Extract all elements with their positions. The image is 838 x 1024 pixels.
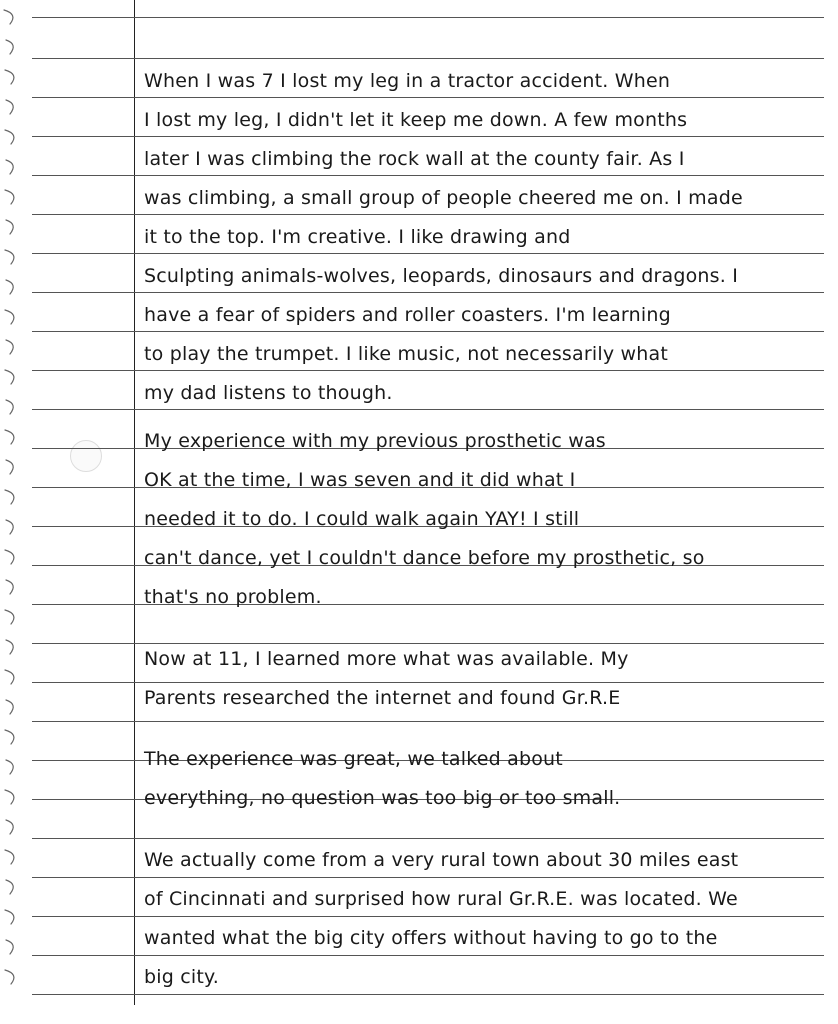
text-line: We actually come from a very rural town about 30 miles east — [144, 849, 739, 871]
text-line: everything, no question was too big or too small. — [144, 787, 621, 809]
text-line: The experience was great, we talked about — [144, 748, 563, 770]
text-line: needed it to do. I could walk again YAY! I still — [144, 508, 580, 530]
ruled-line — [32, 253, 824, 254]
text-line: My experience with my previous prosthetic was — [144, 430, 606, 452]
ruled-line — [32, 292, 824, 293]
text-line: Sculpting animals-wolves, leopards, dinosaurs and dragons. I — [144, 265, 739, 287]
ruled-line — [32, 682, 824, 683]
text-line: have a fear of spiders and roller coasters. I'm learning — [144, 304, 671, 326]
text-line: to play the trumpet. I like music, not necessarily what — [144, 343, 668, 365]
text-line: was climbing, a small group of people cheered me on. I made — [144, 187, 743, 209]
ruled-line — [32, 58, 824, 59]
text-line: big city. — [144, 966, 219, 988]
text-line: Now at 11, I learned more what was available. My — [144, 648, 629, 670]
ruled-line — [32, 643, 824, 644]
punch-hole-mark — [70, 440, 102, 472]
ruled-line — [32, 955, 824, 956]
ruled-line — [32, 409, 824, 410]
ruled-line — [32, 370, 824, 371]
text-line: it to the top. I'm creative. I like drawing and — [144, 226, 571, 248]
text-line: later I was climbing the rock wall at the county fair. As I — [144, 148, 685, 170]
text-line: Parents researched the internet and found Gr.R.E — [144, 687, 621, 709]
ruled-line — [32, 175, 824, 176]
ruled-line — [32, 994, 824, 995]
ruled-line — [32, 331, 824, 332]
text-line: of Cincinnati and surprised how rural Gr.R.E. was located. We — [144, 888, 738, 910]
ruled-line — [32, 136, 824, 137]
text-line: When I was 7 I lost my leg in a tractor accident. When — [144, 70, 671, 92]
ruled-line — [32, 916, 824, 917]
ruled-line — [32, 17, 824, 18]
text-line: wanted what the big city offers without having to go to the — [144, 927, 718, 949]
text-line: I lost my leg, I didn't let it keep me down. A few months — [144, 109, 688, 131]
margin-line — [134, 0, 135, 1005]
text-line: OK at the time, I was seven and it did what I — [144, 469, 576, 491]
text-line: that's no problem. — [144, 586, 322, 608]
text-line: my dad listens to though. — [144, 382, 393, 404]
ruled-line — [32, 877, 824, 878]
ruled-line — [32, 97, 824, 98]
ruled-line — [32, 838, 824, 839]
ruled-line — [32, 721, 824, 722]
text-line: can't dance, yet I couldn't dance before my prosthetic, so — [144, 547, 705, 569]
spiral-binding-edge — [0, 0, 40, 1024]
ruled-line — [32, 214, 824, 215]
